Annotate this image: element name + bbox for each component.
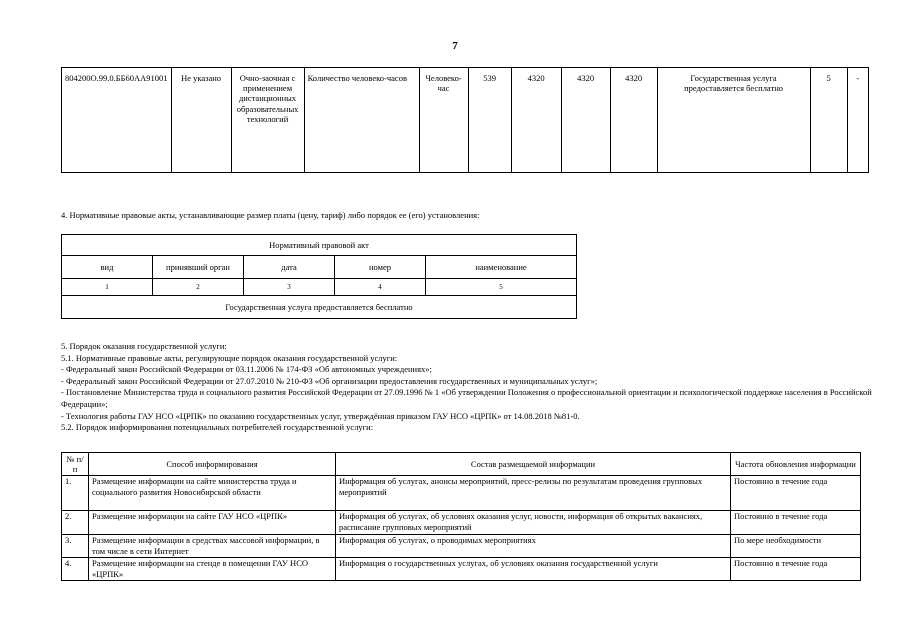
table-row	[62, 68, 869, 173]
method-cell: Размещение информации на сайте ГАУ НСО «ЦРПК»	[89, 511, 336, 535]
column-number: 5	[426, 279, 577, 296]
table-row	[62, 511, 861, 535]
method-cell: Размещение информации на сайте министерства труда и социального развития Новосибирской области	[89, 476, 336, 511]
information-table	[61, 452, 861, 581]
column-header: Способ информирования	[89, 453, 336, 476]
section5-line: 5.2. Порядок информирования потенциальных потребителей государственной услуги:	[61, 422, 374, 433]
frequency-cell: Постоянно в течение года	[731, 476, 861, 511]
row-number: 1.	[62, 476, 89, 511]
column-header: Состав размещаемой информации	[336, 453, 731, 476]
column-header: вид	[62, 256, 153, 279]
price-cell: Государственная услуга предоставляется бесплатно	[657, 68, 810, 173]
frequency-cell: Постоянно в течение года	[731, 511, 861, 535]
service-indicator-table	[61, 67, 869, 173]
section5-line: - Федеральный закон Российской Федерации от 03.11.2006 № 174-ФЗ «Об автономных учреждениях»;	[61, 364, 432, 375]
section5-line: - Федеральный закон Российской Федерации от 27.07.2010 № 210-ФЗ «Об организации предоставления государственных и муниципальных услуг»;	[61, 375, 598, 386]
table-title: Нормативный правовой акт	[62, 235, 577, 256]
table-row	[62, 535, 861, 558]
method-cell: Размещение информации на стенде в помещении ГАУ НСО «ЦРПК»	[89, 558, 336, 581]
method-cell: Размещение информации в средствах массовой информации, в том числе в сети Интернет	[89, 535, 336, 558]
deviation-cell: -	[847, 68, 868, 173]
cell: Не указано	[171, 68, 231, 173]
section4-heading: 4. Нормативные правовые акты, устанавливающие размер платы (цену, тариф) либо порядок ее (его) установления:	[61, 210, 480, 220]
column-number: 4	[335, 279, 426, 296]
legal-acts-table	[61, 234, 577, 319]
section5-line: 5.1. Нормативные правовые акты, регулирующие порядок оказания государственной услуги:	[61, 352, 398, 363]
form-cell: Очно-заочная с применением дистанционных образовательных технологий	[231, 68, 304, 173]
frequency-cell: По мере необходимости	[731, 535, 861, 558]
page-number: 7	[452, 40, 458, 52]
table-footer: Государственная услуга предоставляется бесплатно	[62, 296, 577, 319]
indicator-name-cell: Количество человеко-часов	[304, 68, 419, 173]
column-header: принявший орган	[153, 256, 244, 279]
deviation-cell: 5	[810, 68, 847, 173]
section5-text	[61, 341, 881, 434]
row-number: 3.	[62, 535, 89, 558]
table-row	[62, 279, 577, 296]
content-cell: Информация о государственных услугах, об условиях оказания государственной услуги	[336, 558, 731, 581]
table-row	[62, 558, 861, 581]
column-header: Частота обновления информации	[731, 453, 861, 476]
value-cell: 4320	[511, 68, 561, 173]
table-row	[62, 296, 577, 319]
table-row	[62, 235, 577, 256]
column-number: 3	[244, 279, 335, 296]
section5-line: 5. Порядок оказания государственной услуги:	[61, 341, 227, 351]
registry-code-cell: 804200О.99.0.ББ60АА91001	[62, 68, 172, 173]
row-number: 2.	[62, 511, 89, 535]
table-row	[62, 476, 861, 511]
content-cell: Информация об услугах, о проводимых мероприятиях	[336, 535, 731, 558]
column-header: наименование	[426, 256, 577, 279]
column-header: дата	[244, 256, 335, 279]
table-row	[62, 256, 577, 279]
frequency-cell: Постоянно в течение года	[731, 558, 861, 581]
section5-line: - Постановление Министерства труда и социального развития Российской Федерации от 27.09.1996 № 1 «Об утверждении Положения о профессиональной ориентации и психологической поддержке населения в Российской Федерации»;	[61, 387, 872, 409]
unit-cell: Человеко-час	[419, 68, 468, 173]
row-number: 4.	[62, 558, 89, 581]
table-header-row	[62, 453, 861, 476]
column-header: № п/п	[62, 453, 89, 476]
value-cell: 4320	[610, 68, 657, 173]
value-cell: 4320	[561, 68, 610, 173]
column-number: 2	[153, 279, 244, 296]
content-cell: Информация об услугах, об условиях оказания услуг, новости, информация об открытых вакансиях, расписание групповых мероприятий	[336, 511, 731, 535]
column-number: 1	[62, 279, 153, 296]
content-cell: Информация об услугах, анонсы мероприятий, пресс-релизы по результатам проведения групповых мероприятий	[336, 476, 731, 511]
column-header: номер	[335, 256, 426, 279]
code-cell: 539	[468, 68, 511, 173]
section5-line: - Технология работы ГАУ НСО «ЦРПК» по оказанию государственных услуг, утверждённая приказом ГАУ НСО «ЦРПК» от 14.08.2018 №81-0.	[61, 410, 580, 421]
